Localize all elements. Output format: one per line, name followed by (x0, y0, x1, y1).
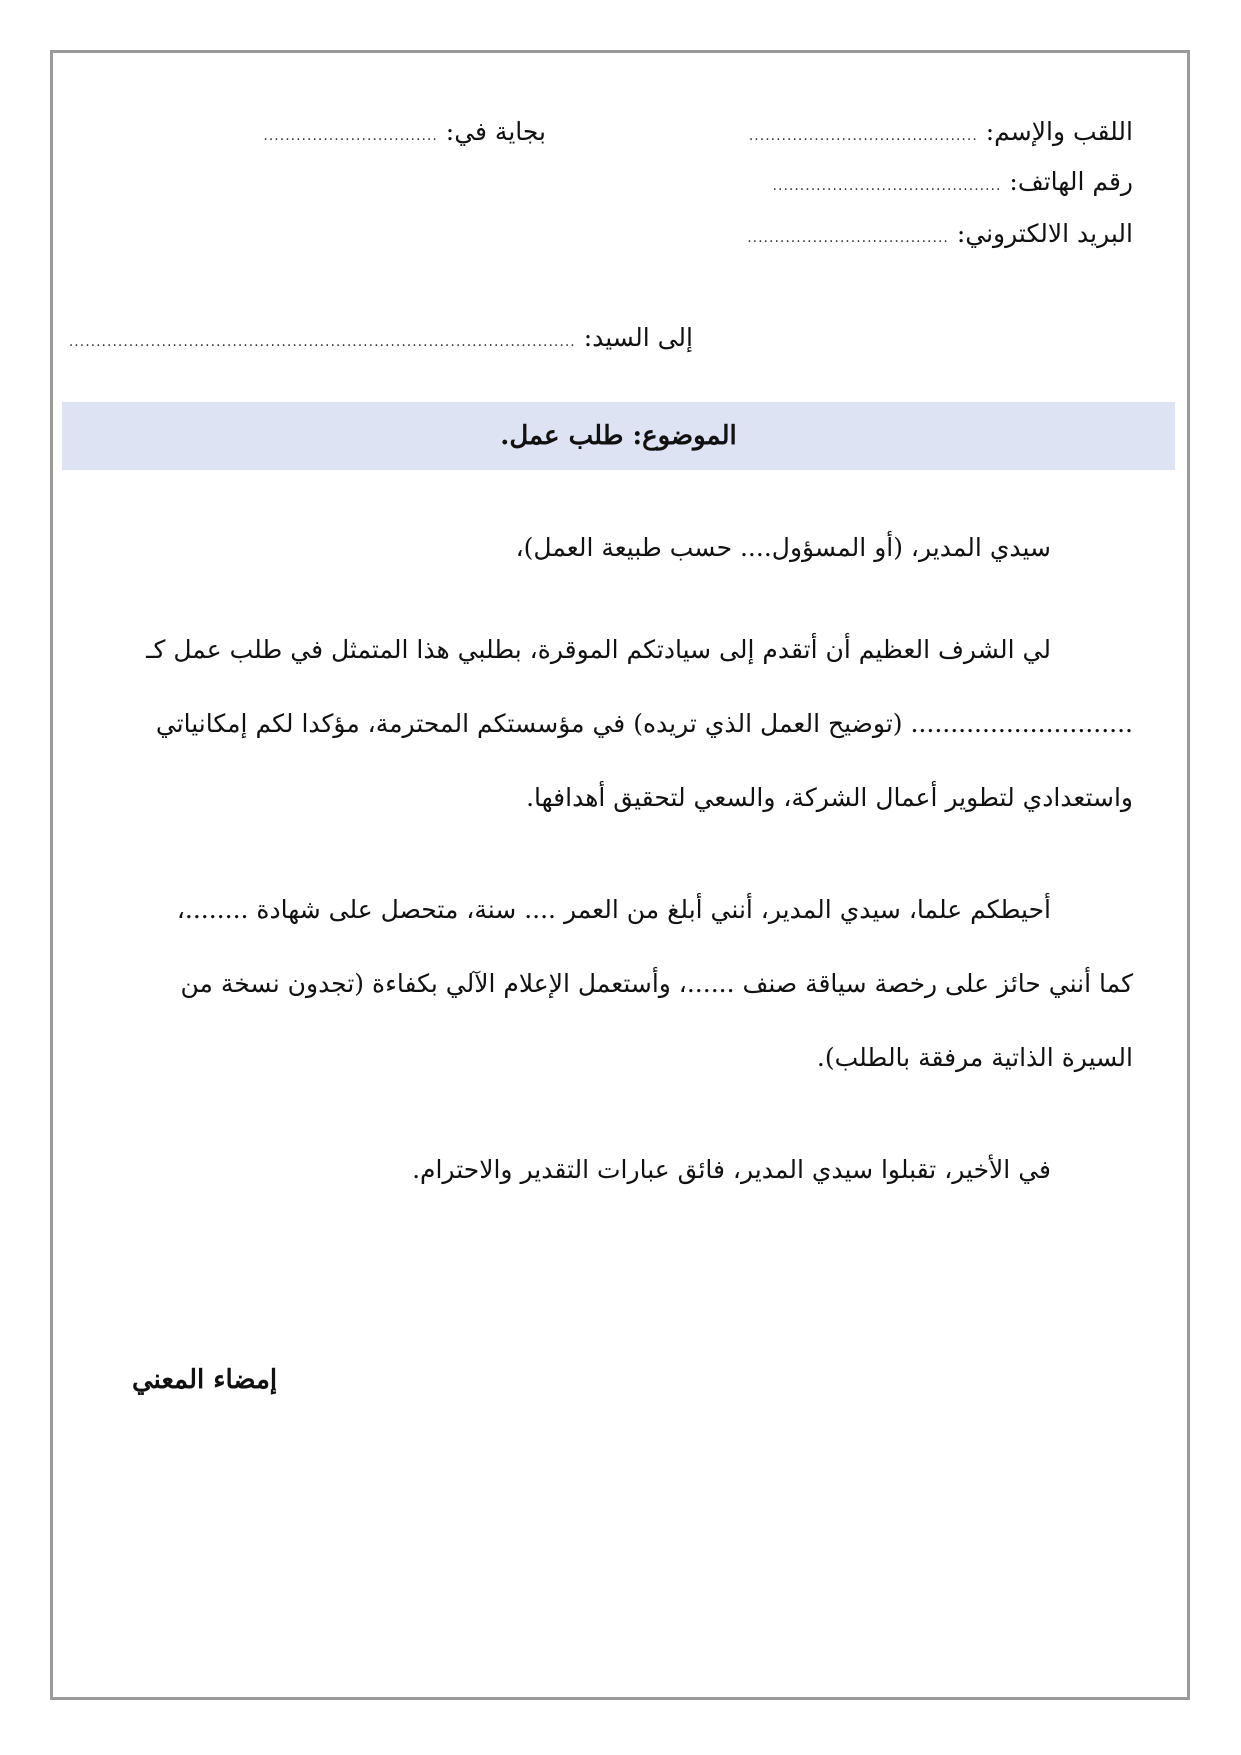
email-dots: ..................................... (747, 230, 949, 246)
paragraph-2-line-2: كما أنني حائز على رخصة سياقة صنف ......، وأستعمل الإعلام الآلي بكفاءة (تجدون نسخة من (180, 969, 1133, 998)
phone-field (773, 162, 1133, 206)
recipient-label: إلى السيد: (583, 323, 693, 352)
phone-label: رقم الهاتف: (1009, 167, 1133, 196)
recipient-dots: ............................................................................................. (68, 334, 576, 350)
paragraph-2-line-3: السيرة الذاتية مرفقة بالطلب). (816, 1043, 1133, 1072)
place-dots: ................................ (263, 128, 438, 144)
paragraph-1-line-1: لي الشرف العظيم أن أتقدم إلى سيادتكم الموقرة، بطلبي هذا المتمثل في طلب عمل كـ (146, 635, 1051, 664)
paragraph-1-line-2: ............................ (توضيح العمل الذي تريده) في مؤسستكم المحترمة، مؤكدا لكم إمكانياتي (155, 709, 1133, 738)
place-label: بجاية في: (445, 117, 546, 146)
email-field (747, 214, 1133, 258)
salutation: سيدي المدير، (أو المسؤول.... حسب طبيعة العمل)، (515, 533, 1051, 562)
subject-title: الموضوع: طلب عمل. (500, 421, 737, 451)
name-label: اللقب والإسم: (985, 117, 1133, 146)
paragraph-1-line-3: واستعدادي لتطوير أعمال الشركة، والسعي لتحقيق أهدافها. (526, 783, 1133, 812)
page-border (50, 50, 1190, 1700)
subject-bar (62, 402, 1175, 470)
name-field (749, 112, 1133, 156)
recipient-field (69, 318, 693, 362)
name-dots: .......................................... (748, 128, 978, 144)
email-label: البريد الالكتروني: (956, 219, 1133, 248)
phone-dots: .......................................... (772, 178, 1002, 194)
place-date-field (263, 112, 546, 156)
closing-line: في الأخير، تقبلوا سيدي المدير، فائق عبارات التقدير والاحترام. (412, 1155, 1051, 1184)
paragraph-2-line-1: أحيطكم علما، سيدي المدير، أنني أبلغ من العمر .... سنة، متحصل على شهادة ........، (176, 895, 1051, 924)
signature-label: إمضاء المعني (132, 1365, 278, 1395)
